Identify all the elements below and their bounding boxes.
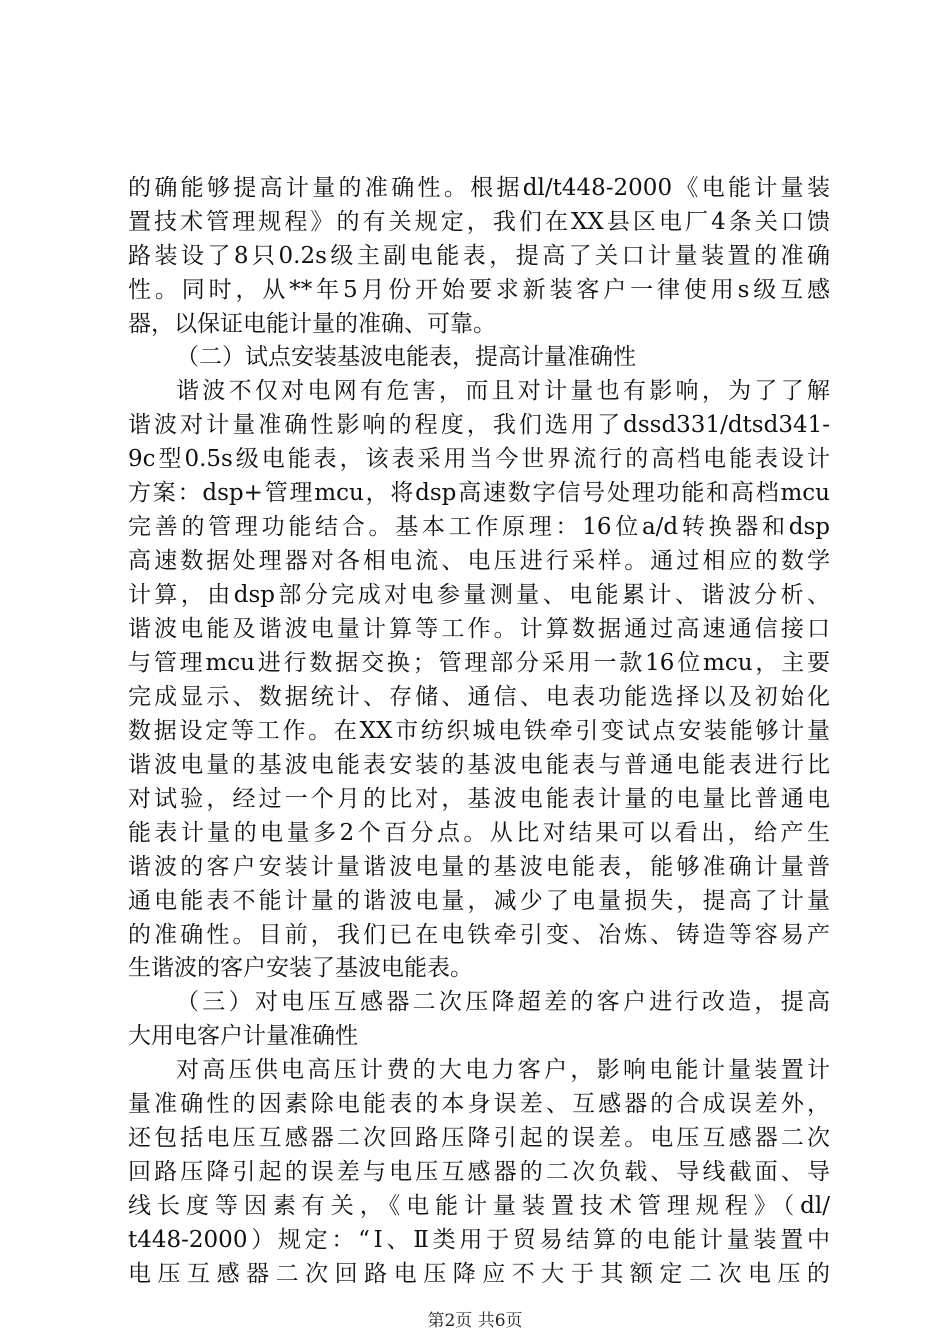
text-line: 完成显示、数据统计、存储、通信、电表功能选择以及初始化: [128, 684, 830, 710]
section-heading: 大用电客户计量准确性: [128, 1023, 358, 1049]
text-line: 谐波对计量准确性影响的程度，我们选用了dssd331/dtsd341-: [128, 412, 830, 438]
text-line: 计算，由dsp部分完成对电参量测量、电能累计、谐波分析、: [128, 582, 830, 608]
text-line: 对高压供电高压计费的大电力客户，影响电能计量装置计: [176, 1057, 830, 1083]
text-line: 完善的管理功能结合。基本工作原理：16位a/d转换器和dsp: [128, 514, 830, 540]
text-line: 置技术管理规程》的有关规定，我们在XX县区电厂4条关口馈: [128, 209, 830, 235]
text-line: 能表计量的电量多2个百分点。从比对结果可以看出，给产生: [128, 820, 830, 846]
section-heading: （二）试点安装基波电能表，提高计量准确性: [176, 344, 636, 370]
text-line: 方案：dsp+管理mcu，将dsp高速数字信号处理功能和高档mcu: [128, 480, 830, 506]
text-line: 谐波电量的基波电能表安装的基波电能表与普通电能表进行比: [128, 752, 830, 778]
text-line: 高速数据处理器对各相电流、电压进行采样。通过相应的数学: [128, 548, 830, 574]
text-line: 电压互感器二次回路电压降应不大于其额定二次电压的: [128, 1261, 830, 1287]
text-line: 谐波电能及谐波电量计算等工作。计算数据通过高速通信接口: [128, 616, 830, 642]
text-line: t448-2000）规定：“Ⅰ、Ⅱ类用于贸易结算的电能计量装置中: [128, 1227, 830, 1253]
text-line: 通电能表不能计量的谐波电量，减少了电量损失，提高了计量: [128, 888, 830, 914]
text-line: 线长度等因素有关，《电能计量装置技术管理规程》（dl/: [128, 1193, 830, 1219]
text-line: 量准确性的因素除电能表的本身误差、互感器的合成误差外，: [128, 1091, 830, 1117]
text-line: 还包括电压互感器二次回路压降引起的误差。电压互感器二次: [128, 1125, 830, 1151]
text-line: 性。同时，从**年5月份开始要求新装客户一律使用s级互感: [128, 277, 830, 303]
text-line: 回路压降引起的误差与电压互感器的二次负载、导线截面、导: [128, 1159, 830, 1185]
text-line: 生谐波的客户安装了基波电能表。: [128, 955, 473, 981]
text-line: 谐波的客户安装计量谐波电量的基波电能表，能够准确计量普: [128, 854, 830, 880]
text-line: 器，以保证电能计量的准确、可靠。: [128, 311, 496, 337]
page-number-footer: 第2页 共6页: [427, 1311, 523, 1331]
text-line: 对试验，经过一个月的比对，基波电能表计量的电量比普通电: [128, 786, 830, 812]
text-line: 路装设了8只0.2s级主副电能表，提高了关口计量装置的准确: [128, 243, 830, 269]
text-line: 与管理mcu进行数据交换；管理部分采用一款16位mcu，主要: [128, 650, 830, 676]
text-line: 的确能够提高计量的准确性。根据dl/t448-2000《电能计量装: [128, 175, 830, 201]
text-line: 的准确性。目前，我们已在电铁牵引变、冶炼、铸造等容易产: [128, 922, 830, 948]
text-line: 数据设定等工作。在XX市纺织城电铁牵引变试点安装能够计量: [128, 718, 830, 744]
text-line: 谐波不仅对电网有危害，而且对计量也有影响，为了了解: [176, 378, 830, 404]
text-line: 9c型0.5s级电能表，该表采用当今世界流行的高档电能表设计: [128, 446, 830, 472]
section-heading: （三）对电压互感器二次压降超差的客户进行改造，提高: [176, 989, 830, 1015]
